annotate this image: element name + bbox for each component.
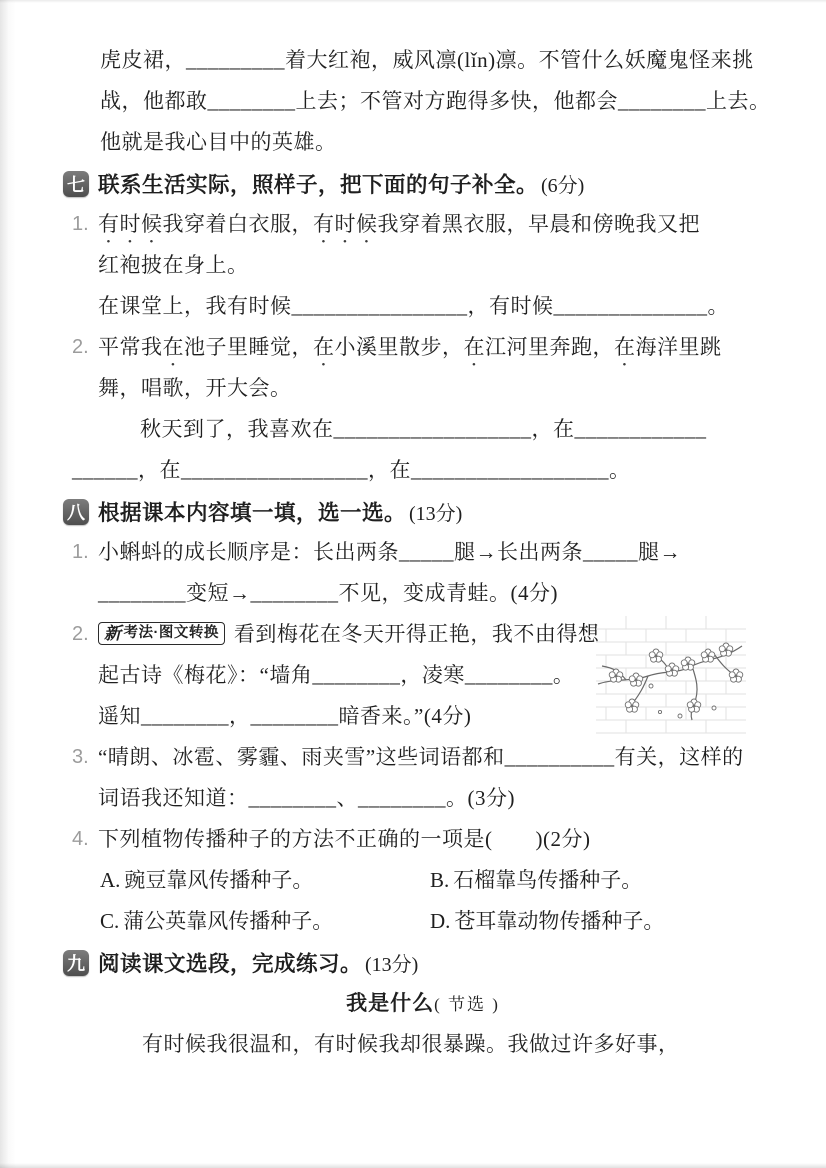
options-row-2 [100,901,826,942]
passage-body-line: 有时候我很温和，有时候我却很暴躁。我做过许多好事， [142,1032,680,1056]
item-body [98,204,826,327]
fill-blank-line: ________变短→________不见，变成青蛙。(4分) [98,581,558,605]
fill-blank-line: 词语我还知道：________、________。(3分) [98,786,515,810]
fill-blank-line: “晴朗、冰雹、雾霾、雨夹雪”这些词语都和__________有关，这样的 [98,745,744,769]
option-text: 豌豆靠风传播种子。 [124,868,314,892]
option-text: 苍耳靠动物传播种子。 [454,909,665,933]
text-line: 虎皮裙，_________着大红袍，威风凛(lǐn)凛。不管什么妖魔鬼怪来挑 [100,48,754,72]
section-9-header [63,942,826,983]
text-line: 平常我在池子里睡觉，在小溪里散步，在江河里奔跑，在海洋里跳 [98,335,722,359]
item-number: 1. [72,541,89,563]
multiple-choice-stem: 下列植物传播种子的方法不正确的一项是( )(2分) [98,827,591,851]
item-body [98,819,826,860]
option-a [100,860,430,901]
tag-label-rest: 考法·图文转换 [123,625,219,641]
fill-blank-line: 在课堂上，我有时候________________，有时候______________。 [98,294,729,318]
question-item-8-2 [0,614,826,737]
item-number: 1. [72,213,89,235]
options-row-1 [100,860,826,901]
blossom-branch [598,646,742,720]
section-9-score: (13分) [365,954,419,976]
option-text: 石榴靠鸟传播种子。 [453,868,643,892]
section-9-badge: 九 [63,950,89,976]
item-body [72,327,826,491]
passage-title [100,983,746,1024]
text-line: 有时候我穿着白衣服，有时候我穿着黑衣服，早晨和傍晚我又把 [98,212,700,236]
fill-blank-line: 起古诗《梅花》：“墙角________，凌寒________。 [98,663,575,687]
fill-blank-line: 小蝌蚪的成长顺序是：长出两条_____腿→长出两条_____腿→ [98,540,681,564]
section-7-score: (6分) [541,175,585,197]
section-7-header [63,163,826,204]
item-number: 2. [72,336,89,358]
text-line: 战，他都敢________上去；不管对方跑得多快，他都会________上去。 [100,89,771,113]
option-b [430,860,826,901]
text-segment: 看到梅花在冬天开得正艳，我不由得想 [233,622,600,646]
section-7-title: 联系生活实际，照样子，把下面的句子补全。 [98,173,539,197]
page-top-edge [0,0,826,3]
section-7-badge: 七 [63,171,89,197]
fill-blank-line: ______，在_________________，在__________________。 [72,458,631,482]
plum-blossom-illustration [596,616,746,738]
option-label: B. [430,868,450,892]
new-method-tag [98,622,225,645]
question-item-8-4 [0,819,826,860]
section-8-badge: 八 [63,499,89,525]
section-8-score: (13分) [409,503,463,525]
option-d [430,901,826,942]
continuation-paragraph [0,40,826,163]
text-line: 红袍披在身上。 [98,253,249,277]
section-8-title: 根据课本内容填一填，选一选。 [98,501,407,525]
page-bottom-edge [0,1163,826,1168]
text-line: 他就是我心目中的英雄。 [100,130,337,154]
fill-blank-line: 遥知________，________暗香来。”(4分) [98,704,472,728]
question-item-7-1 [0,204,826,327]
section-8-header [63,491,826,532]
item-number: 2. [72,623,89,645]
section-9-title: 阅读课文选段，完成练习。 [98,952,363,976]
item-number: 4. [72,828,89,850]
tag-label-new: 新 [104,624,122,643]
option-label: C. [100,909,120,933]
question-item-7-2 [0,327,826,491]
question-item-8-1 [0,532,826,614]
option-label: A. [100,868,121,892]
passage-title-main: 我是什么 [346,991,435,1015]
fill-blank-line: 秋天到了，我喜欢在__________________，在____________ [140,417,707,441]
option-text: 蒲公英靠风传播种子。 [123,909,334,933]
text-line: 舞，唱歌，开大会。 [98,376,292,400]
option-c [100,901,430,942]
item-body [98,737,826,819]
item-number: 3. [72,746,89,768]
item-body [98,532,826,614]
option-label: D. [430,909,451,933]
question-item-8-3 [0,737,826,819]
passage-title-sub: ( 节选 ) [434,995,500,1014]
